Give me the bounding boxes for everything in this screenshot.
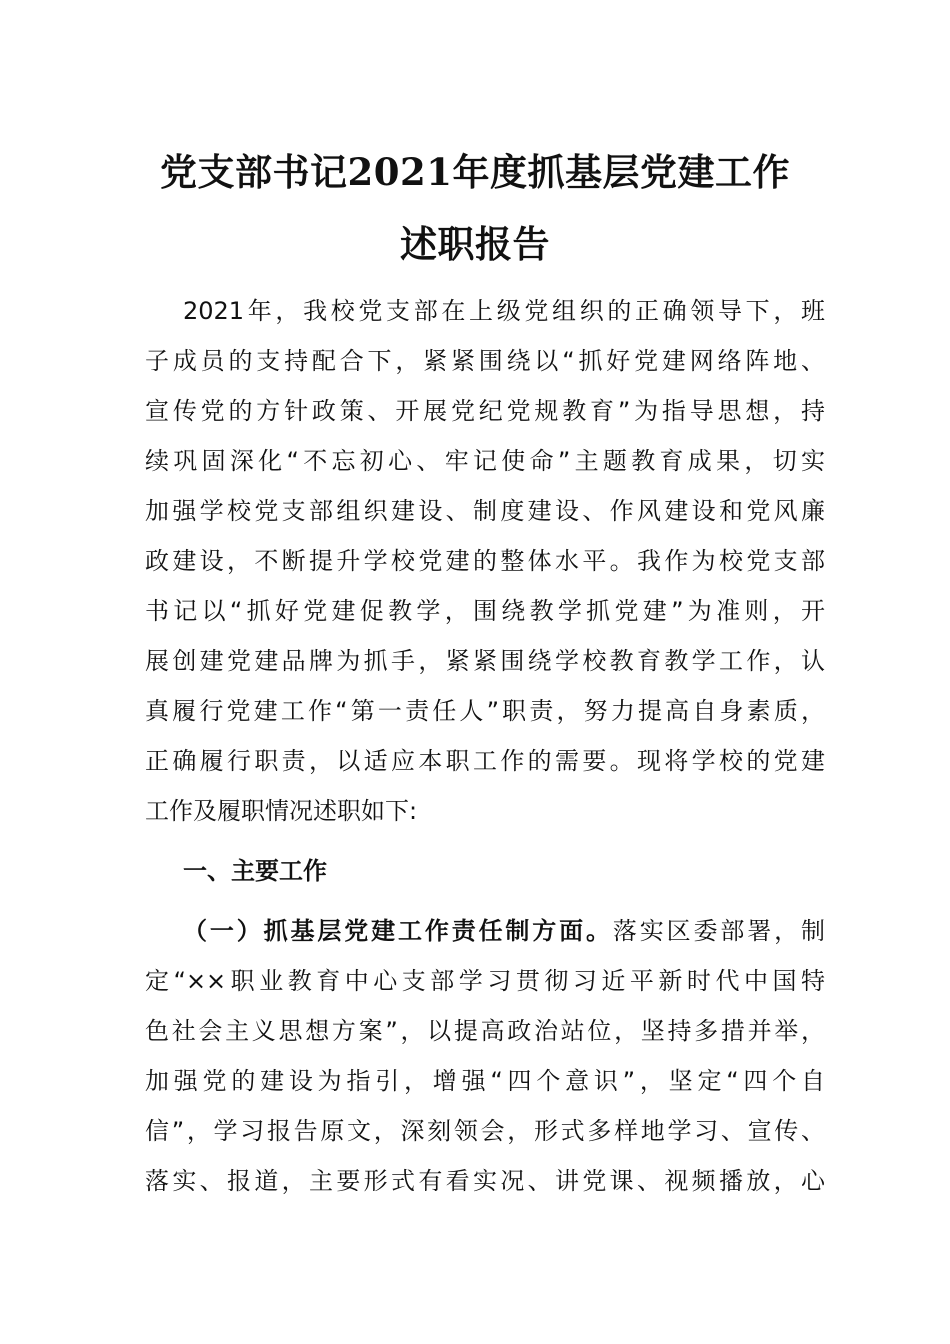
paragraph-line: 落实、报道，主要形式有看实况、讲党课、视频播放，心 <box>145 1167 825 1195</box>
paragraph-line: 信”，学习报告原文，深刻领会，形式多样地学习、宣传、 <box>145 1117 825 1145</box>
paragraph-line: 展创建党建品牌为抓手，紧紧围绕学校教育教学工作，认 <box>145 647 825 675</box>
paragraph-line: 政建设，不断提升学校党建的整体水平。我作为校党支部 <box>145 547 825 575</box>
paragraph-line: 加强学校党支部组织建设、制度建设、作风建设和党风廉 <box>145 497 825 525</box>
section-heading: 一、主要工作 <box>183 857 327 885</box>
paragraph-line: 定“××职业教育中心支部学习贯彻习近平新时代中国特 <box>145 967 825 995</box>
paragraph-line: 正确履行职责，以适应本职工作的需要。现将学校的党建 <box>145 747 825 775</box>
paragraph-line: 工作及履职情况述职如下: <box>145 797 418 825</box>
paragraph-line <box>183 913 825 949</box>
paragraph-line: 加强党的建设为指引，增强“四个意识”，坚定“四个自 <box>145 1067 825 1095</box>
paragraph-line: 真履行党建工作“第一责任人”职责，努力提高自身素质， <box>145 697 825 725</box>
paragraph-line: 续巩固深化“不忘初心、牢记使命”主题教育成果，切实 <box>145 447 825 475</box>
paragraph-line: 色社会主义思想方案”，以提高政治站位，坚持多措并举， <box>145 1017 825 1045</box>
paragraph-line: 2021年，我校党支部在上级党组织的正确领导下，班 <box>183 297 825 325</box>
paragraph-line: 书记以“抓好党建促教学，围绕教学抓党建”为准则，开 <box>145 597 825 625</box>
paragraph-line: 子成员的支持配合下，紧紧围绕以“抓好党建网络阵地、 <box>145 347 825 375</box>
document-title-line-2: 述职报告 <box>400 222 550 266</box>
paragraph-line-rest: 落实区委部署，制 <box>612 917 826 945</box>
paragraph-line: 宣传党的方针政策、开展党纪党规教育”为指导思想，持 <box>145 397 825 425</box>
subsection-lead: （一）抓基层党建工作责任制方面。 <box>183 917 613 945</box>
document-title-line-1: 党支部书记2021年度抓基层党建工作 <box>160 150 790 194</box>
